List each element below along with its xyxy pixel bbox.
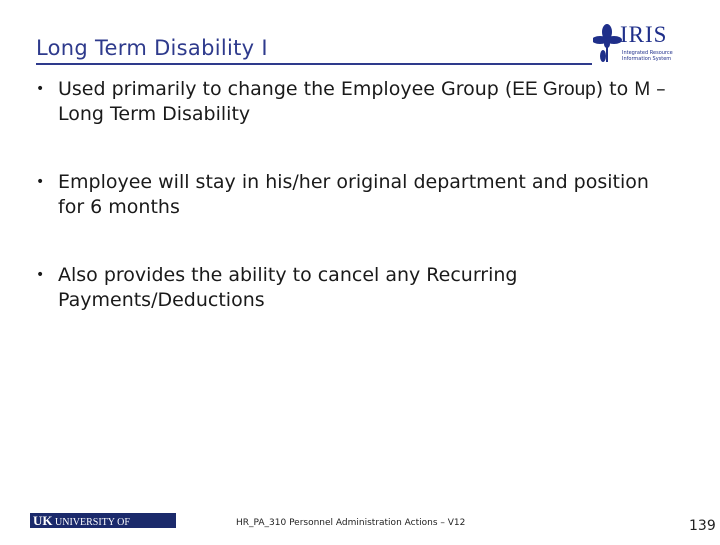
bullet-dot-icon: • [36, 267, 45, 283]
title-underline [36, 63, 592, 65]
uk-logo-text: UK [33, 513, 53, 528]
iris-logo-text: IRIS [620, 22, 668, 47]
iris-logo-subtext: Integrated Resource Information System [622, 50, 673, 62]
m-term: M [634, 79, 651, 100]
bullet-dot-icon: • [36, 81, 45, 97]
page-number: 139 [689, 518, 716, 534]
course-footer: HR_PA_310 Personnel Administration Actions – V12 [236, 518, 466, 528]
bullet-text: Employee will stay in his/her original department and position for 6 months [58, 171, 649, 218]
bullet-item [36, 263, 676, 313]
bullet-text: Also provides the ability to cancel any Recurring Payments/Deductions [58, 264, 518, 311]
bullet-item [36, 170, 676, 220]
university-logo [30, 513, 176, 543]
bullet-dot-icon: • [36, 174, 45, 190]
slide-title: Long Term Disability I [36, 36, 268, 60]
bullet-list [36, 77, 676, 356]
bullet-item [36, 77, 676, 127]
ee-group-term: EE Group [512, 79, 596, 100]
bullet-text: Used primarily to change the Employee Group (EE Group) to M – Long Term Disability [58, 78, 666, 125]
university-name: UNIVERSITY OF KENTUCKY [30, 517, 130, 543]
